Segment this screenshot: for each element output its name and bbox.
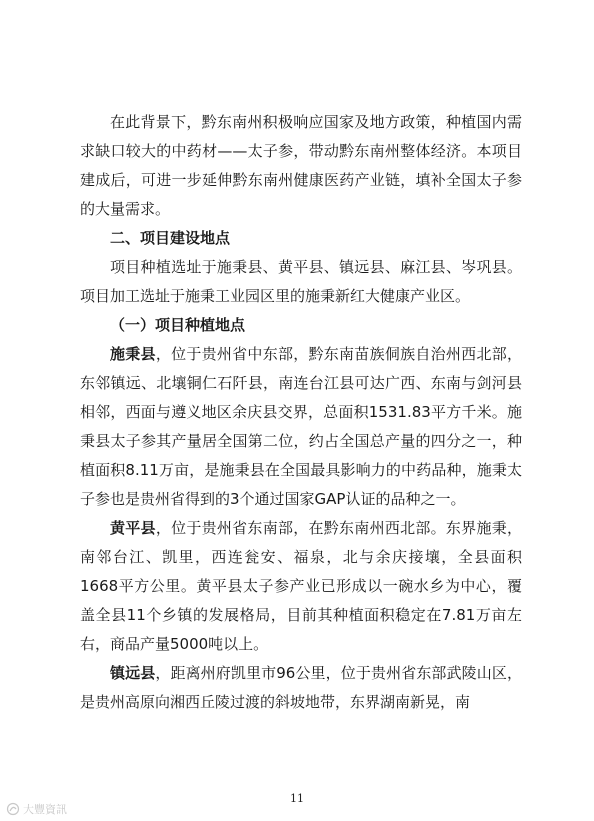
county-name-huangping: 黄平县 (110, 519, 156, 537)
watermark (6, 801, 67, 817)
county-name-shibing: 施秉县 (110, 345, 156, 363)
paragraph-site-selection: 项目种植选址于施秉县、黄平县、镇远县、麻江县、岑巩县。项目加工选址于施秉工业园区里的施秉新红大健康产业区。 (80, 258, 522, 305)
watermark-text: 大豐資訊 (23, 803, 67, 816)
county-text-shibing: ，位于贵州省中东部，黔东南苗族侗族自治州西北部，东邻镇远、北壤铜仁石阡县，南连台江县可达广西、东南与剑河县相邻，西面与遵义地区余庆县交界，总面积1531.83平方千米。施秉县太子参其产量居全国第二位，约占全国总产量的四分之一，种植面积8.11万亩，是施秉县在全国最具影响力的中药品种，施秉太子参也是贵州省得到的3个通过国家GAP认证的品种之一。 (80, 345, 522, 508)
paragraph-zhenyuan (80, 659, 522, 717)
county-name-zhenyuan: 镇远县 (110, 664, 156, 682)
paragraph-huangping (80, 514, 522, 659)
paragraph-background: 在此背景下，黔东南州积极响应国家及地方政策，种植国内需求缺口较大的中药材——太子参，带动黔东南州整体经济。本项目建成后，可进一步延伸黔东南州健康医药产业链，填补全国太子参的大量需求。 (80, 113, 522, 218)
page-number: 11 (290, 792, 304, 805)
document-body (80, 108, 522, 717)
subsection-heading-planting: （一）项目种植地点 (110, 316, 246, 334)
section-heading-location: 二、项目建设地点 (110, 229, 231, 247)
watermark-logo-icon (6, 802, 20, 816)
county-text-huangping: ，位于贵州省东南部，在黔东南州西北部。东界施秉，南邻台江、凯里，西连瓮安、福泉，北与余庆接壤，全县面积1668平方公里。黄平县太子参产业已形成以一碗水乡为中心，覆盖全县11个乡镇的发展格局，目前其种植面积稳定在7.81万亩左右，商品产量5000吨以上。 (80, 519, 522, 653)
county-text-zhenyuan: ，距离州府凯里市96公里，位于贵州省东部武陵山区，是贵州高原向湘西丘陵过渡的斜坡地带，东界湖南新晃，南 (80, 664, 522, 711)
paragraph-shibing (80, 340, 522, 514)
